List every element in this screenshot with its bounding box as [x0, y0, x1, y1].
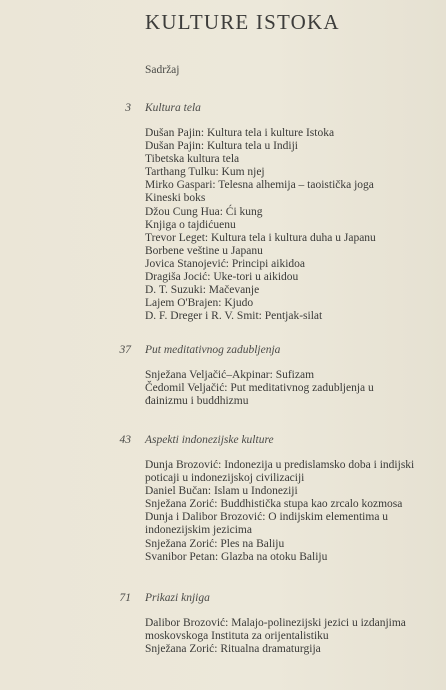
section-page-number: 37: [119, 344, 131, 356]
toc-entry: Knjiga o tajdićuenu: [145, 218, 236, 231]
toc-entry: D. T. Suzuki: Mačevanje: [145, 284, 260, 297]
toc-entry: Trevor Leget: Kultura tela i kultura duha u Japanu: [145, 231, 376, 244]
section-page-number: 43: [119, 434, 131, 446]
toc-entry: Dušan Pajin: Kultura tela u Indiji: [145, 140, 298, 153]
toc-section-kultura-tela: [0, 102, 446, 323]
section-page-number: 71: [119, 592, 131, 604]
toc-entry: Tarthang Tulku: Kum njej: [145, 166, 265, 179]
toc-entry: D. F. Dreger i R. V. Smit: Pentjak-silat: [145, 310, 323, 323]
section-title: Kultura tela: [145, 102, 201, 114]
section-heading: [0, 434, 446, 450]
toc-entry: Dalibor Brozović: Malajo-polinezijski jezici u izdanjima: [145, 617, 406, 629]
toc-section-indonezijska-kultura: [0, 434, 446, 564]
section-heading: [0, 344, 446, 360]
toc-entry-continuation: đainizmu i buddhizmu: [145, 395, 249, 408]
toc-entry: Dušan Pajin: Kultura tela i kulture Istoka: [145, 127, 335, 139]
page-title: KULTURE ISTOKA: [145, 10, 340, 34]
section-heading: [0, 592, 446, 608]
toc-entry: Snježana Zorić: Ples na Baliju: [145, 537, 285, 550]
section-heading: [0, 102, 446, 118]
section-entries: [0, 617, 446, 656]
toc-entry-continuation: indonezijskim jezicima: [145, 524, 252, 537]
toc-entry: Jovica Stanojević: Principi aikidoa: [145, 257, 306, 270]
toc-entry: Lajem O'Brajen: Kjudo: [145, 297, 254, 310]
section-entries: [0, 459, 446, 564]
toc-entry-continuation: moskovskoga Instituta za orijentalistiku: [145, 630, 329, 643]
toc-entry: Dunja i Dalibor Brozović: O indijskim elementima u: [145, 511, 389, 524]
section-page-number: 3: [125, 102, 131, 114]
toc-entry: Svanibor Petan: Glazba na otoku Baliju: [145, 550, 328, 563]
toc-entry: Snježana Veljačić–Akpinar: Sufizam: [145, 369, 315, 381]
section-title: Put meditativnog zadubljenja: [145, 344, 281, 356]
toc-section-prikazi-knjiga: [0, 592, 446, 656]
toc-entry: Kineski boks: [145, 192, 206, 205]
toc-entry: Mirko Gaspari: Telesna alhemija – taoistička joga: [145, 179, 374, 192]
section-entries: [0, 369, 446, 408]
toc-entry: Čedomil Veljačić: Put meditativnog zadubljenja u: [145, 382, 374, 395]
toc-entry: Snježana Zorić: Ritualna dramaturgija: [145, 643, 321, 656]
toc-entry: Dragiša Jocić: Uke-tori u aikidou: [145, 271, 299, 284]
toc-entry: Džou Cung Hua: Ći kung: [145, 205, 263, 218]
toc-entry: Borbene veštine u Japanu: [145, 244, 263, 257]
contents-label: Sadržaj: [145, 64, 180, 76]
toc-entry: Snježana Zorić: Buddhistička stupa kao zrcalo kozmosa: [145, 498, 403, 511]
section-entries: [0, 127, 446, 323]
toc-entry: Tibetska kultura tela: [145, 153, 240, 166]
section-title: Aspekti indonezijske kulture: [145, 434, 274, 446]
toc-entry: Daniel Bučan: Islam u Indoneziji: [145, 485, 298, 498]
toc-entry-continuation: poticaji u indonezijskoj civilizaciji: [145, 472, 305, 485]
toc-section-meditativno-zadubljenje: [0, 344, 446, 408]
toc-entry: Dunja Brozović: Indonezija u predislamsko doba i indijski: [145, 459, 415, 471]
section-title: Prikazi knjiga: [145, 592, 210, 604]
